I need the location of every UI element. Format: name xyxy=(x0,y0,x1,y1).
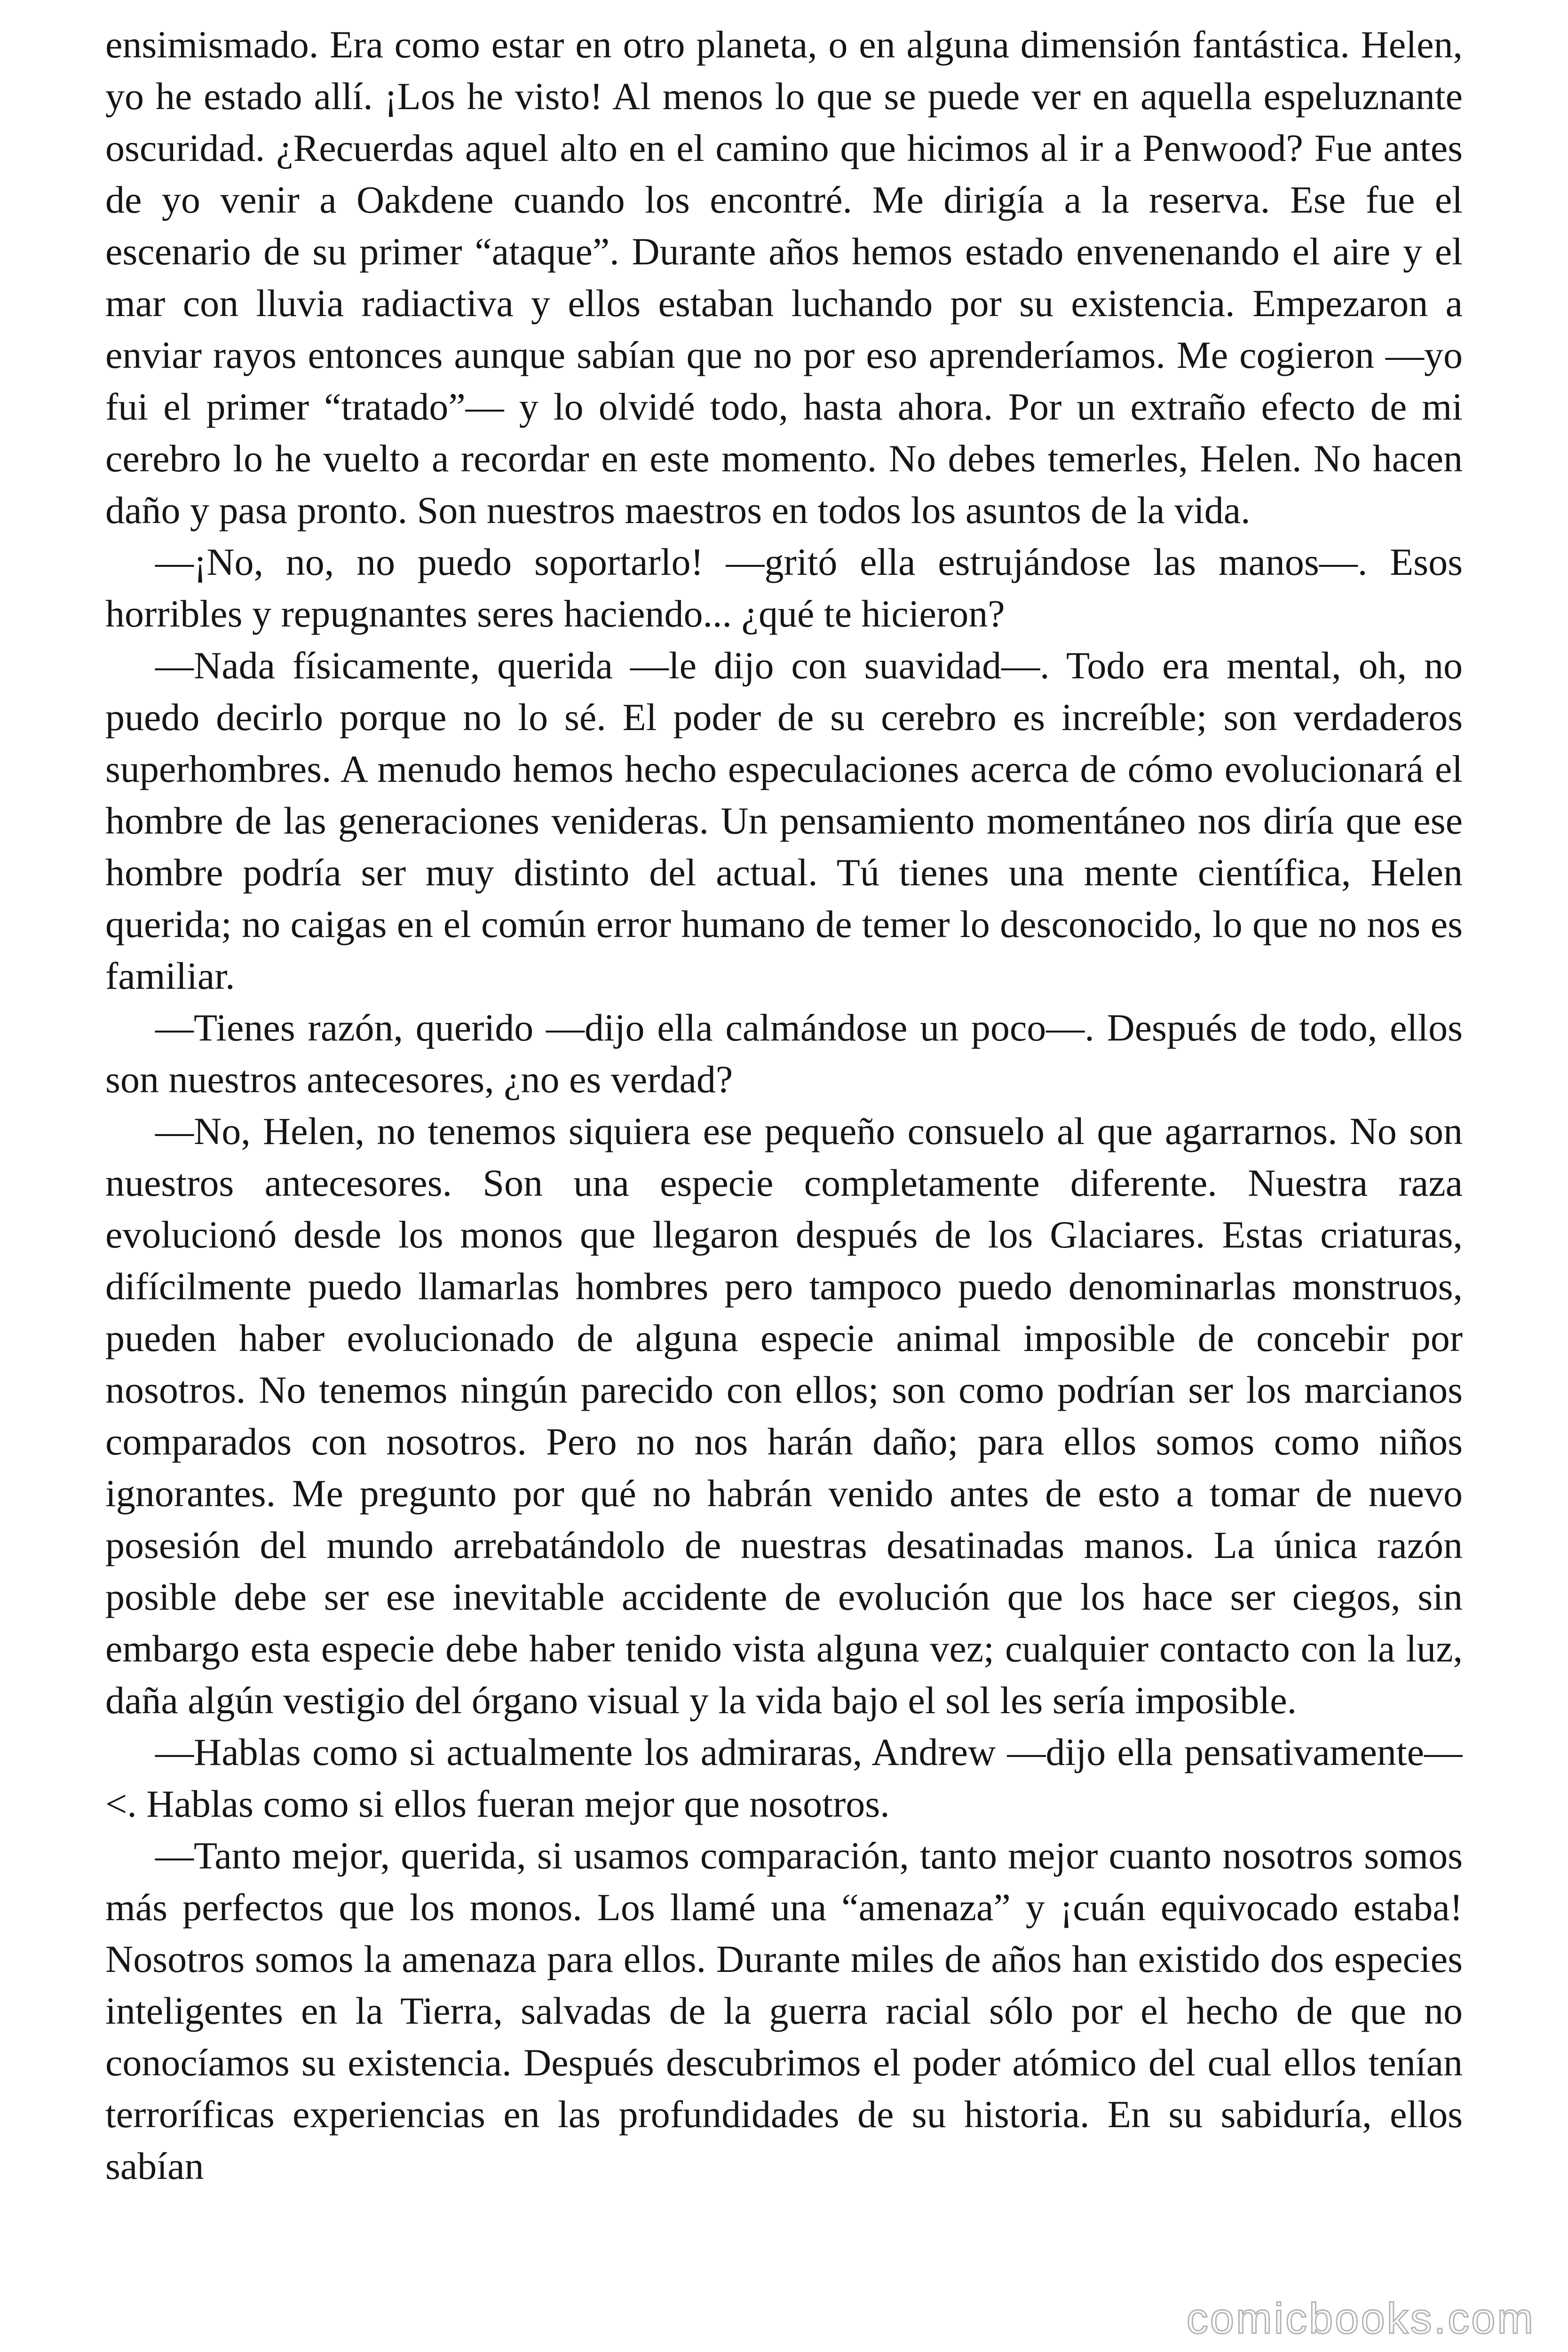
paragraph: ensimismado. Era como estar en otro planeta, o en alguna dimensión fantástica. Helen, yo he estado allí. ¡Los he visto! Al menos lo que se puede ver en aquella espeluznante oscuridad. ¿Recuerdas aquel alto en el camino que hicimos al ir a Penwood? Fue antes de yo venir a Oakdene cuando los encontré. Me dirigía a la reserva. Ese fue el escenario de su primer “ataque”. Durante años hemos estado envenenando el aire y el mar con lluvia radiactiva y ellos estaban luchando por su existencia. Empezaron a enviar rayos entonces aunque sabían que no por eso aprenderíamos. Me cogieron —yo fui el primer “tratado”— y lo olvidé todo, hasta ahora. Por un extraño efecto de mi cerebro lo he vuelto a recordar en este momento. No debes temerles, Helen. No hacen daño y pasa pronto. Son nuestros maestros en todos los asuntos de la vida. xyxy=(105,23,1463,532)
page-body-text xyxy=(105,19,1463,2192)
paragraph: —No, Helen, no tenemos siquiera ese pequeño consuelo al que agarrarnos. No son nuestros antecesores. Son una especie completamente diferente. Nuestra raza evolucionó desde los monos que llegaron después de los Glaciares. Estas criaturas, difícilmente puedo llamarlas hombres pero tampoco puedo denominarlas monstruos, pueden haber evolucionado de alguna especie animal imposible de concebir por nosotros. No tenemos ningún parecido con ellos; son como podrían ser los marcianos comparados con nosotros. Pero no nos harán daño; para ellos somos como niños ignorantes. Me pregunto por qué no habrán venido antes de esto a tomar de nuevo posesión del mundo arrebatándolo de nuestras desatinadas manos. La única razón posible debe ser ese inevitable accidente de evolución que los hace ser ciegos, sin embargo esta especie debe haber tenido vista alguna vez; cualquier contacto con la luz, daña algún vestigio del órgano visual y la vida bajo el sol les sería imposible. xyxy=(105,1110,1463,1722)
paragraph: —Tanto mejor, querida, si usamos comparación, tanto mejor cuanto nosotros somos más perfectos que los monos. Los llamé una “amenaza” y ¡cuán equivocado estaba! Nosotros somos la amenaza para ellos. Durante miles de años han existido dos especies inteligentes en la Tierra, salvadas de la guerra racial sólo por el hecho de que no conocíamos su existencia. Después descubrimos el poder atómico del cual ellos tenían terroríficas experiencias en las profundidades de su historia. En su sabiduría, ellos sabían xyxy=(105,1834,1463,2187)
watermark-logo: comicbooks.com xyxy=(1186,2295,1535,2343)
paragraph: —Tienes razón, querido —dijo ella calmándose un poco—. Después de todo, ellos son nuestros antecesores, ¿no es verdad? xyxy=(105,1006,1463,1101)
paragraph: —Hablas como si actualmente los admiraras, Andrew —dijo ella pensativamente—<. Hablas como si ellos fueran mejor que nosotros. xyxy=(105,1731,1463,1825)
paragraph: —Nada físicamente, querida —le dijo con suavidad—. Todo era mental, oh, no puedo decirlo porque no lo sé. El poder de su cerebro es increíble; son verdaderos superhombres. A menudo hemos hecho especulaciones acerca de cómo evolucionará el hombre de las generaciones venideras. Un pensamiento momentáneo nos diría que ese hombre podría ser muy distinto del actual. Tú tienes una mente científica, Helen querida; no caigas en el común error humano de temer lo desconocido, lo que no nos es familiar. xyxy=(105,644,1463,997)
book-page xyxy=(105,19,1463,2343)
paragraph: —¡No, no, no puedo soportarlo! —gritó ella estrujándose las manos—. Esos horribles y repugnantes seres haciendo... ¿qué te hicieron? xyxy=(105,540,1463,635)
